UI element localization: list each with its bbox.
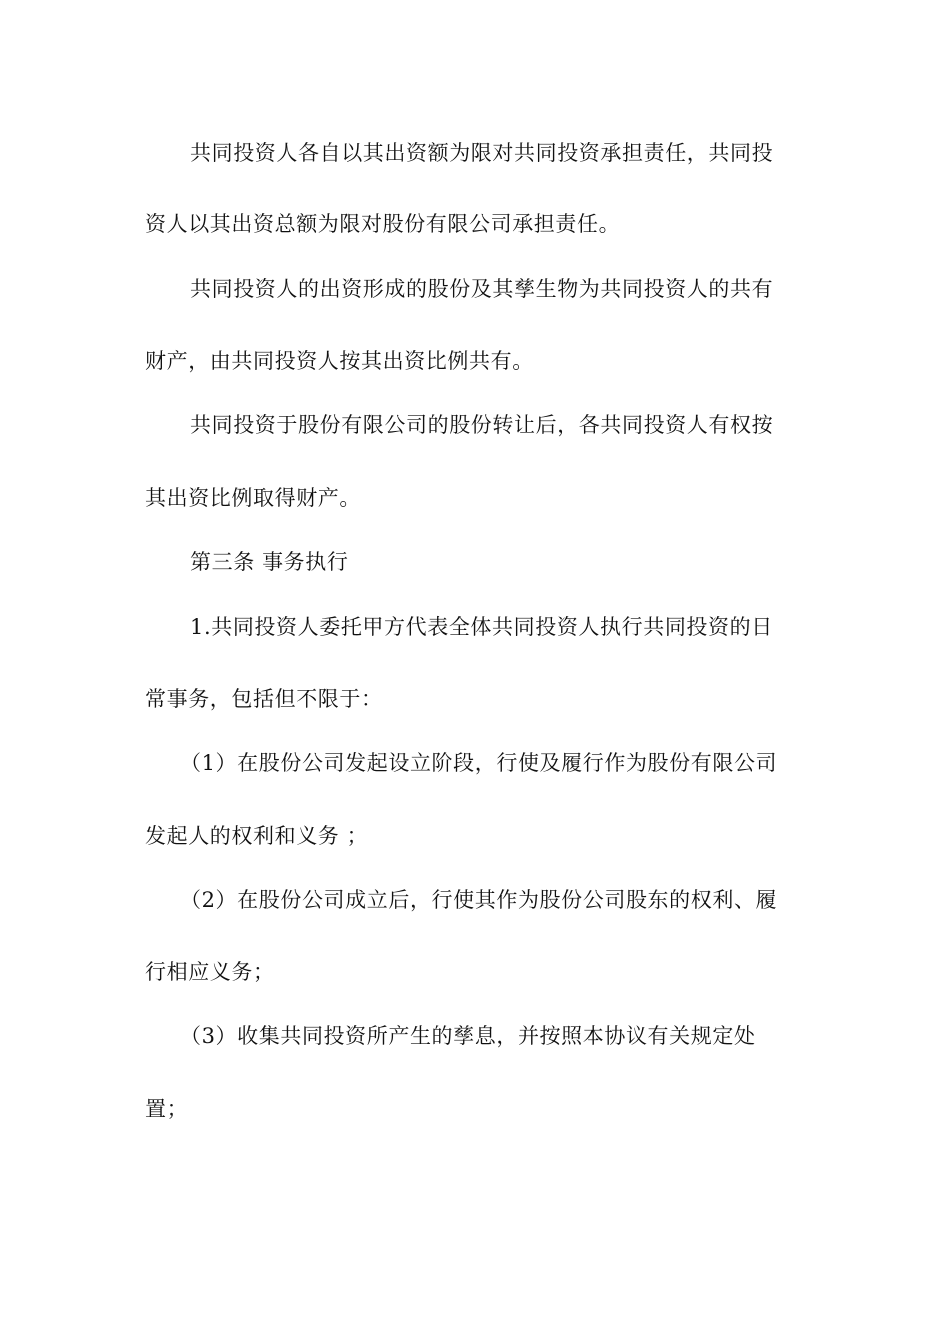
paragraph-3-line-2: 其出资比例取得财产。 <box>145 486 361 510</box>
subitem-1-line-1: （1）在股份公司发起设立阶段，行使及履行作为股份有限公司 <box>180 751 778 775</box>
subitem-3-line-2: 置； <box>145 1097 189 1121</box>
paragraph-2-line-2: 财产，由共同投资人按其出资比例共有。 <box>145 349 534 373</box>
paragraph-2-line-1: 共同投资人的出资形成的股份及其孳生物为共同投资人的共有 <box>190 277 774 301</box>
paragraph-3-line-1: 共同投资于股份有限公司的股份转让后，各共同投资人有权按 <box>190 413 774 437</box>
item-1-line-2: 常事务，包括但不限于： <box>145 687 383 711</box>
paragraph-1-line-2: 资人以其出资总额为限对股份有限公司承担责任。 <box>145 212 621 236</box>
subitem-2-line-2: 行相应义务； <box>145 960 275 984</box>
subitem-1-line-2: 发起人的权利和义务 ； <box>145 824 369 848</box>
item-1-line-1: 1.共同投资人委托甲方代表全体共同投资人执行共同投资的日 <box>190 615 773 639</box>
paragraph-1-line-1: 共同投资人各自以其出资额为限对共同投资承担责任，共同投 <box>190 141 774 165</box>
subitem-2-line-1: （2）在股份公司成立后，行使其作为股份公司股东的权利、履 <box>180 888 778 912</box>
section-heading: 第三条 事务执行 <box>190 550 349 574</box>
subitem-3-line-1: （3）收集共同投资所产生的孳息，并按照本协议有关规定处 <box>180 1024 756 1048</box>
